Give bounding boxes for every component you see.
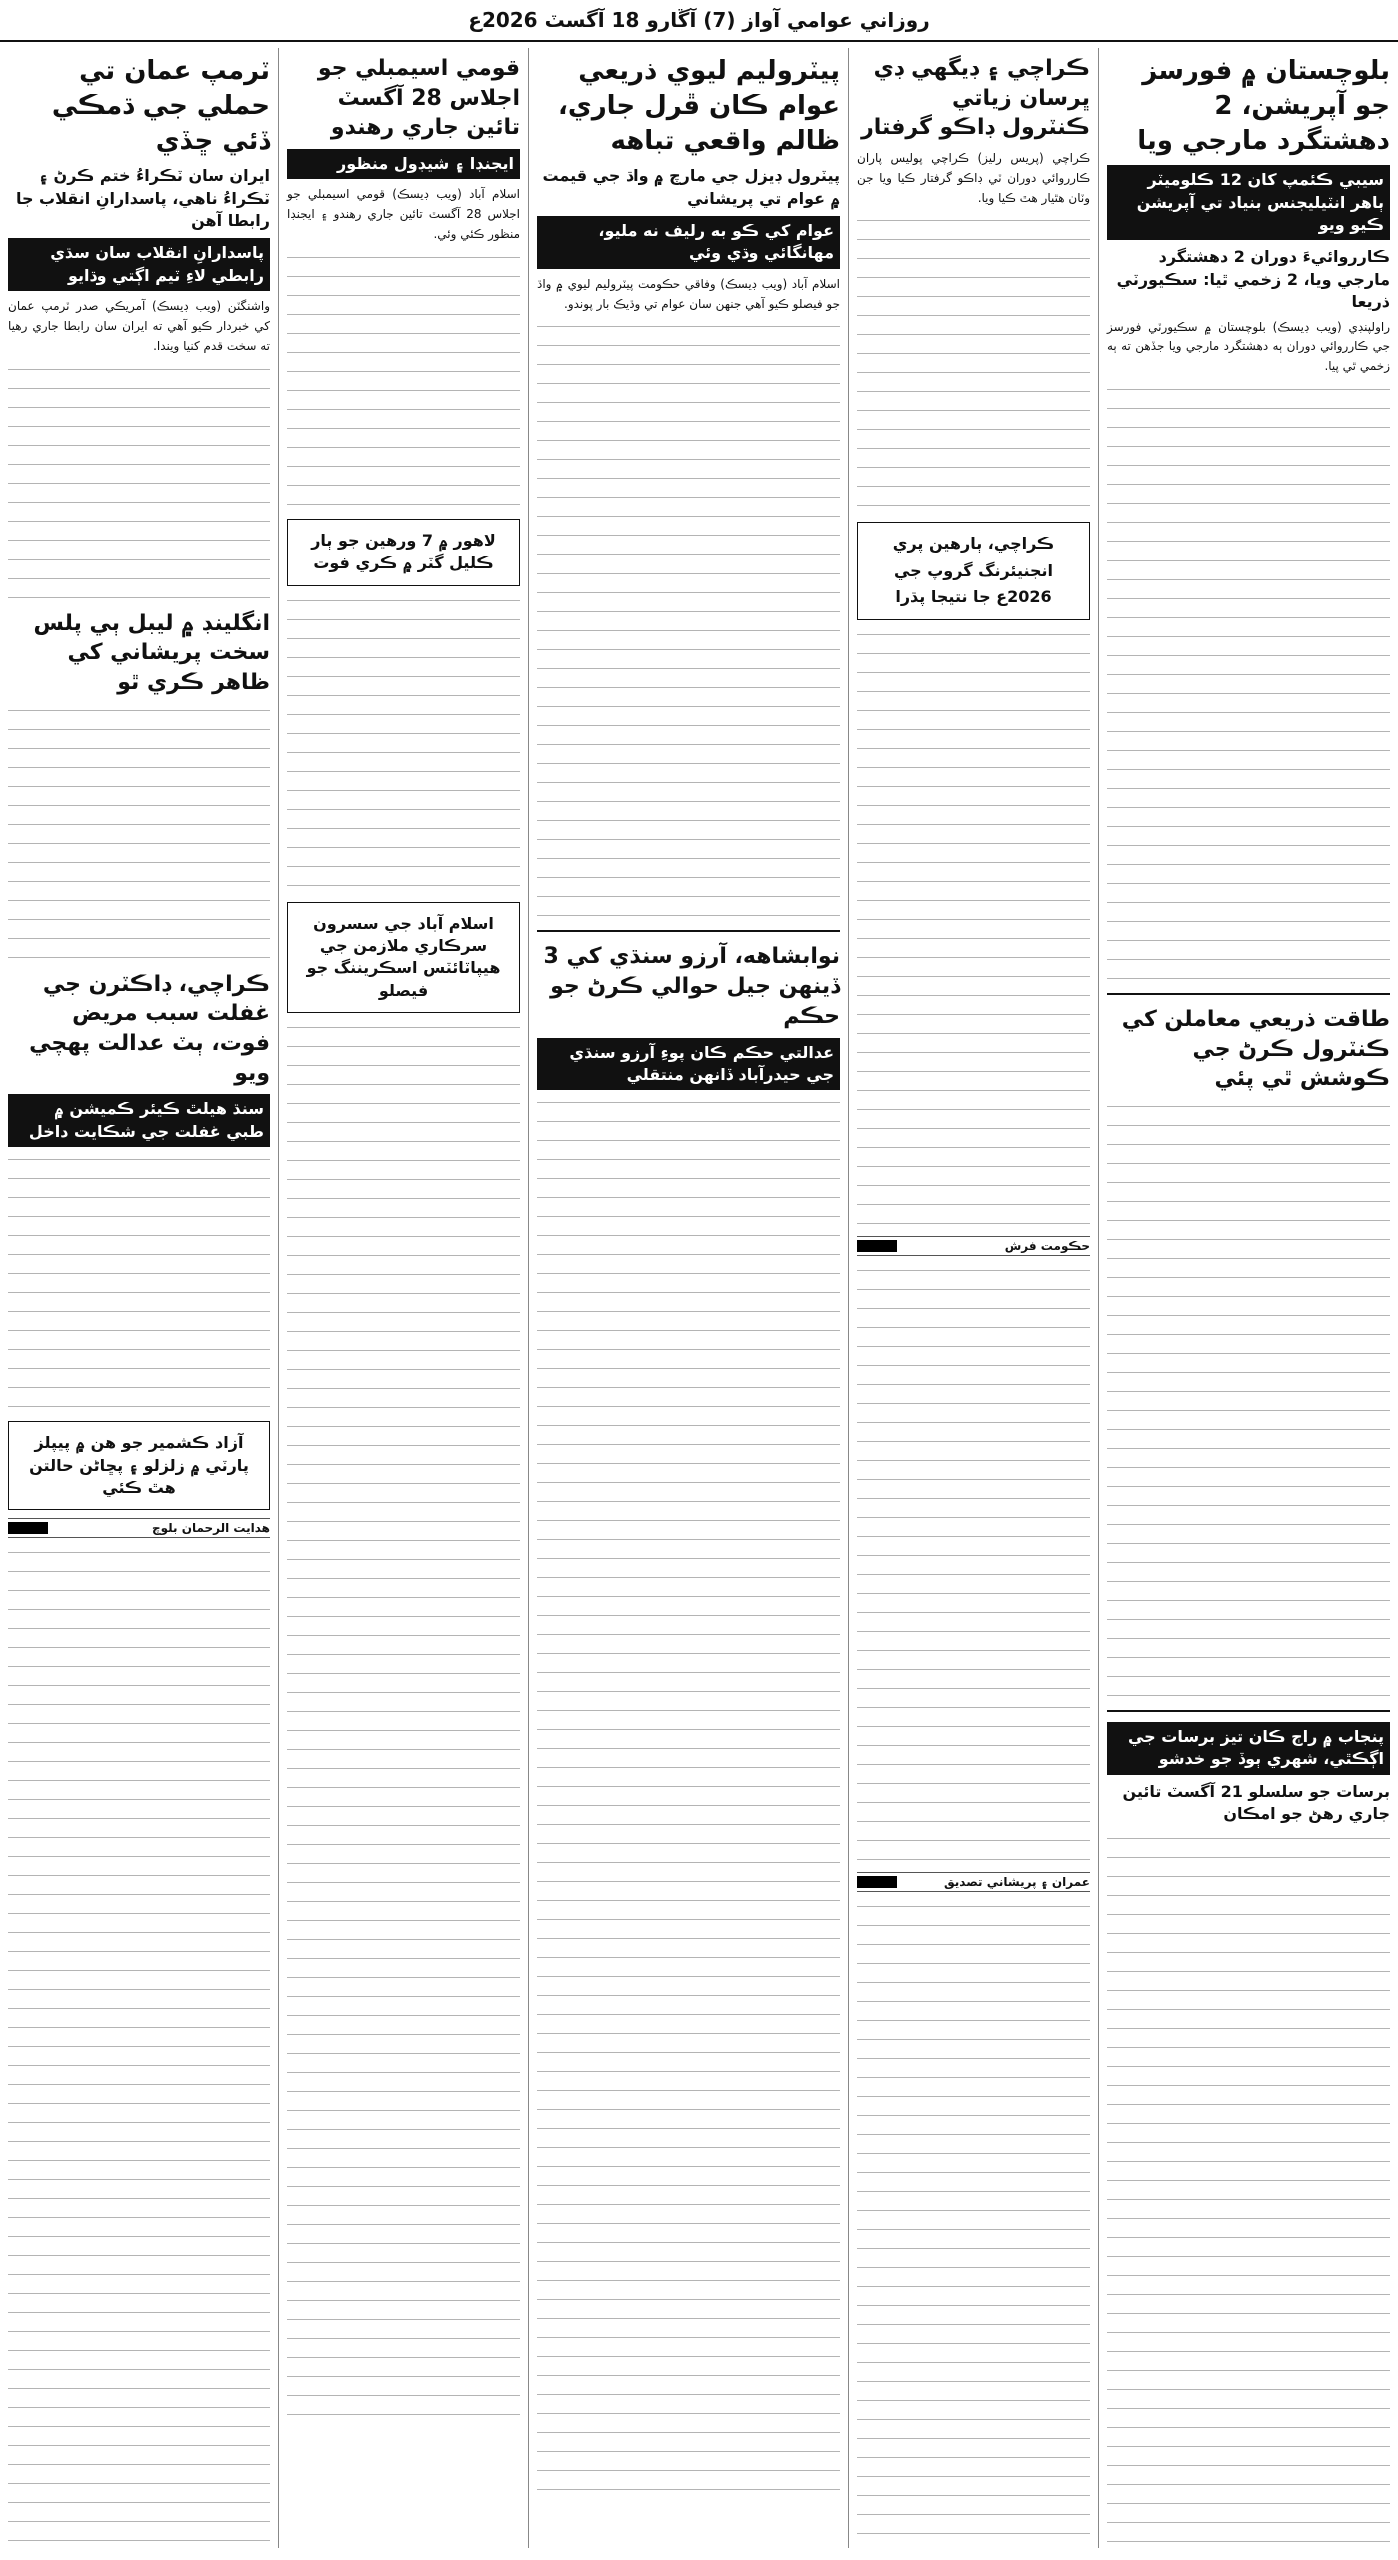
article-body: راولپنڊي (ويب ڊيسڪ) بلوچستان ۾ سڪيورٽي فورسز جي ڪارروائي دوران ٻه دهشتگرد مارجي ويا جڏهن ته ٻه زخمي ٿي پيا. (1107, 319, 1390, 374)
headline-2: طاقت ذريعي معاملن کي ڪنٽرول ڪرڻ جي ڪوشش ٿي پئي (1121, 1007, 1390, 1092)
headline-2: نوابشاهه، آرزو سنڌي کي 3 ڏينهن جيل حوالي ڪرڻ جو حڪم (543, 944, 840, 1029)
article-text-lines (857, 1264, 1090, 1864)
box-date: 2026ع جا نتيجا پڌرا (895, 587, 1052, 607)
headline: پيٽروليم ليوي ذريعي عوام ڪان ڦرل جاري، ظالم واقعي تباهه (558, 56, 840, 157)
redacted-mark (857, 1876, 897, 1888)
strapline-band-3: سنڌ هيلٿ ڪيئر ڪميشن ۾ طبي غفلت جي شڪايت داخل (8, 1094, 270, 1147)
byline (857, 1236, 1090, 1256)
article-text-lines (857, 214, 1090, 514)
news-box (8, 1421, 270, 1510)
headline: ڪراچي ۽ ڊيگهي ڊي ڀرسان زياتي ڪنٽرول ڊاڪو گرفتار (861, 56, 1090, 141)
article-text-lines (287, 1021, 520, 2421)
strapline-band: عوام کي ڪو به رليف نه مليو، مهانگائي وڌي وئي (537, 216, 840, 269)
box-title: ڪراچي، ٻارهين پري (892, 534, 1055, 554)
redacted-mark (8, 1522, 48, 1534)
article-text-lines (8, 1546, 270, 2548)
article-text-lines (287, 251, 520, 511)
box-title: لاهور ۾ 7 ورهين جو ٻار ڪليل گٽر ۾ ڪري فوت (311, 530, 496, 573)
column-4 (278, 48, 528, 2548)
article-text-lines (1107, 1832, 1390, 2548)
news-box-2 (287, 902, 520, 1014)
headline-3: ڪراچي، ڊاڪٽرن جي غفلت سبب مريض فوت، ٻٽ عدالت پهچي ويو (29, 971, 270, 1086)
headline-band-3: پنجاب ۾ راڄ ڪان تيز برسات جي اڳڪٿي، شهري ٻوڏ جو خدشو (1107, 1722, 1390, 1775)
divider (537, 930, 840, 932)
box-title-2: اسلام آباد جي سسرون سرڪاري ملازمن جي هيپاٽائٽس اسڪريننگ جو فيصلو (306, 913, 501, 1000)
redacted-mark (857, 1240, 897, 1252)
article-text-lines (537, 320, 840, 920)
strapline-3: برسات جو سلسلو 21 آگسٽ تائين جاري رهڻ جو امڪان (1122, 1781, 1390, 1824)
subhead: پيٽرول ڊيزل جي مارچ ۾ واڌ جي قيمت ۾ عوام تي پريشاني (542, 166, 840, 208)
column-5 (0, 48, 278, 2548)
article-text-lines (8, 1153, 270, 1413)
masthead: روزاني عوامي آواز (7) آڱارو 18 آگسٽ 2026ع (0, 0, 1398, 42)
subhead: ايران سان ٽڪراءُ ختم ڪرڻ ۽ ٽڪراءُ ناهي، پاسدارانِ انقلاب جا رابطا آهن (15, 166, 270, 231)
article-text-lines (1107, 1100, 1390, 1700)
strapline-band: پاسدارانِ انقلاب سان سڌي رابطي لاءِ ٽيم اڳتي وڌايو (8, 238, 270, 291)
box-subtitle: انجنيئرنگ گروپ جي (893, 560, 1054, 580)
strapline-band-2: عدالتي حڪم ڪان پوءِ آرزو سنڌي جي حيدرآباد ڏانهن منتقلي (537, 1038, 840, 1091)
article-text-lines (287, 594, 520, 894)
column-3 (528, 48, 848, 2548)
article-text-lines (8, 363, 270, 603)
article-text-lines (857, 628, 1090, 1228)
strapline: ڪارروائيءَ دوران 2 دهشتگرد مارجي ويا، 2 زخمي ٿيا: سڪيورٽي ذريعا (1116, 247, 1390, 312)
article-text-lines (8, 704, 270, 964)
article-body: اسلام آباد (ويب ڊيسڪ) قومي اسيمبلي جو اجلاس 28 آگسٽ تائين جاري رهندو ۽ ايجنڊا منظور ڪئي وئي. (287, 187, 521, 242)
box-title: آزاد ڪشمير جو هن ۾ پيپلز پارٽي ۾ زلزلو ۽ پڇاڻن حالتن هٿ ڪئي (29, 1433, 249, 1497)
headline-2: انگلينڊ ۾ ليبل ٻي پلس سخت پريشاني کي ظاهر ڪري ٿو (33, 610, 270, 695)
article-text-lines (857, 1900, 1090, 2548)
results-box (857, 522, 1090, 619)
article-body: ڪراچي (پريس رليز) ڪراچي پوليس پاران ڪارروائي دوران ٽي ڊاڪو گرفتار ڪيا ويا جن وٽان هٿيار هٿ ڪيا ويا. (857, 151, 1090, 205)
headline: قومي اسيمبلي جو اجلاس 28 آگسٽ تائين جاري رهندو (317, 56, 520, 141)
byline-name: عمران ۽ پريشاني تصديق (943, 1874, 1090, 1889)
article-text-lines (1107, 383, 1390, 983)
headline: بلوچستان ۾ فورسز جو آپريشن، 2 دهشتگرد مارجي ويا (1137, 56, 1390, 157)
column-2 (848, 48, 1098, 2548)
article-body: واشنگٽن (ويب ڊيسڪ) آمريڪي صدر ٽرمپ عمان کي خبردار ڪيو آهي ته ايران سان رابطا جاري رهيا ته سخت قدم کنيا ويندا. (8, 299, 270, 353)
article-text-lines (537, 1096, 840, 2496)
strapline-band: ايجنڊا ۽ شيڊول منظور (287, 149, 520, 179)
news-box (287, 519, 520, 586)
divider (1107, 1710, 1390, 1712)
byline-name: هدايت الرحمان بلوچ (151, 1521, 270, 1536)
byline (8, 1518, 270, 1538)
subhead-band: سيبي ڪئمپ کان 12 ڪلوميٽر ٻاهر انٽيليجنس بنياد تي آپريشن ڪيو ويو (1107, 165, 1390, 240)
column-1 (1098, 48, 1398, 2548)
divider (1107, 993, 1390, 995)
byline (857, 1872, 1090, 1892)
byline-name: حڪومت فرش (1004, 1238, 1090, 1253)
headline: ٽرمپ عمان تي حملي جي ڌمڪي ڏئي ڇڏي (51, 56, 270, 157)
article-body: اسلام آباد (ويب ڊيسڪ) وفاقي حڪومت پيٽروليم ليوي ۾ واڌ جو فيصلو ڪيو آهي جنهن سان عوام تي وڌيڪ بار پوندو. (537, 276, 840, 311)
